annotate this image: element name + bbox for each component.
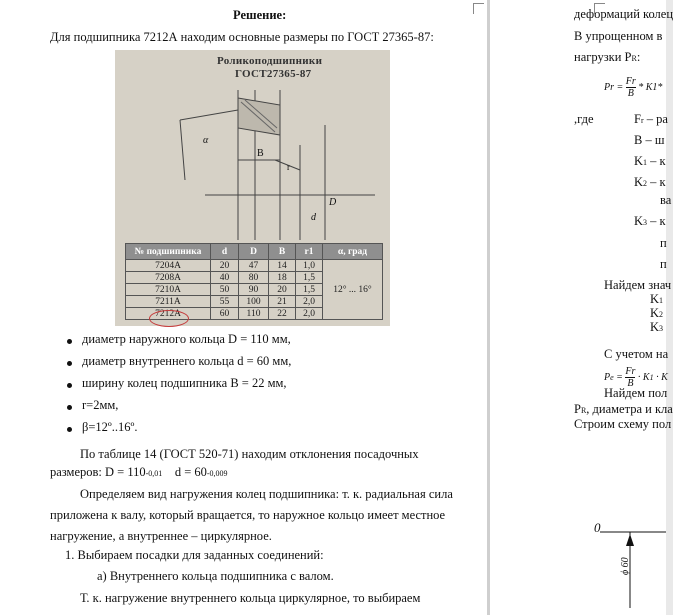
label-b: B xyxy=(257,148,264,159)
document-page-right xyxy=(490,0,673,615)
load-sub: R xyxy=(631,54,637,63)
def-sub: 3 xyxy=(643,218,648,227)
tolerance-scheme xyxy=(490,0,669,615)
table-cell: 110 xyxy=(239,308,269,320)
paragraph-line xyxy=(50,465,228,481)
list-item: 1. Выбираем посадки для заданных соединений: xyxy=(65,548,324,562)
def-symbol: K xyxy=(634,175,644,189)
def-symbol: F xyxy=(634,112,641,126)
photo-title-2: ГОСТ27365-87 xyxy=(235,68,312,80)
coef-sub: 3 xyxy=(659,324,664,333)
table-cell: 1,0 xyxy=(296,260,323,272)
def-sub: r xyxy=(640,116,644,125)
def-text: – к xyxy=(647,175,666,189)
table-header: r1 xyxy=(296,244,323,260)
def-text: – к xyxy=(647,214,666,228)
bullet-item: диаметр внутреннего кольца d = 60 мм, xyxy=(82,354,292,368)
def-symbol: K xyxy=(634,214,644,228)
bearing-drawing xyxy=(115,50,390,240)
tolerance-d-big: размеров: D = 110 xyxy=(50,465,146,479)
bearing-table xyxy=(125,243,383,320)
table-row xyxy=(126,260,383,272)
table-cell: 90 xyxy=(239,284,269,296)
text-line: В упрощенном в xyxy=(574,29,663,43)
table-cell: 100 xyxy=(239,296,269,308)
paragraph-line: Т. к. нагружение внутреннего кольца циркулярное, то выбираем xyxy=(80,591,421,605)
table-cell: 7212А xyxy=(126,308,211,320)
label-d-small: d xyxy=(311,212,316,223)
definition-cont: п xyxy=(660,257,667,271)
table-cell: 7210А xyxy=(126,284,211,296)
coef-symbol: K xyxy=(650,292,660,306)
coef-sub: 1 xyxy=(659,296,664,305)
pr-sub: R xyxy=(580,406,587,415)
table-cell: 50 xyxy=(211,284,239,296)
diameter-label: ϕ 60 xyxy=(620,557,631,575)
table-cell: 22 xyxy=(269,308,296,320)
table-cell: 1,5 xyxy=(296,272,323,284)
corner-mark-icon xyxy=(473,3,484,14)
table-cell: 47 xyxy=(239,260,269,272)
def-text: – к xyxy=(647,154,666,168)
table-cell: 2,0 xyxy=(296,296,323,308)
zero-line-label: 0 xyxy=(594,520,601,535)
fraction-den: B xyxy=(627,378,634,389)
pr-symbol: P xyxy=(574,402,581,416)
highlight-oval xyxy=(149,310,189,327)
text-line: Строим схему пол xyxy=(574,417,672,431)
load-colon: : xyxy=(636,50,641,64)
coef-symbol: K xyxy=(650,320,660,334)
table-header: D xyxy=(239,244,269,260)
table-cell: 2,0 xyxy=(296,308,323,320)
formula-pe-tail: · K xyxy=(637,371,650,383)
where-label: ,где xyxy=(574,112,594,126)
fraction-num: Fr xyxy=(625,366,636,377)
label-d-big: D xyxy=(329,197,337,208)
def-sub: 1 xyxy=(643,158,648,167)
definition: В – ш xyxy=(634,133,665,147)
fraction-den: B xyxy=(627,88,634,99)
table-header-row xyxy=(126,244,383,260)
table-cell: 55 xyxy=(211,296,239,308)
table-cell: 21 xyxy=(269,296,296,308)
load-label: нагрузки P xyxy=(574,50,632,64)
table-cell: 60 xyxy=(211,308,239,320)
def-symbol: K xyxy=(634,154,644,168)
bullet-icon xyxy=(67,405,72,410)
bearing-photo xyxy=(115,50,390,326)
table-header: α, град xyxy=(323,244,383,260)
text-line: деформаций колец xyxy=(574,7,673,21)
intro-text: Для подшипника 7212А находим основные размеры по ГОСТ 27365-87: xyxy=(50,30,434,44)
coef-sub: 2 xyxy=(659,310,664,319)
table-cell: 40 xyxy=(211,272,239,284)
corner-mark-icon xyxy=(594,3,605,14)
bullet-icon xyxy=(67,339,72,344)
formula-pe-tail2: · K xyxy=(653,371,668,383)
table-cell: 1,5 xyxy=(296,284,323,296)
definition-cont: ва xyxy=(660,193,672,207)
label-alpha: α xyxy=(203,135,209,146)
def-sub: 2 xyxy=(643,179,648,188)
table-cell: 20 xyxy=(211,260,239,272)
formula-pr-tail: * K1* xyxy=(638,81,663,93)
table-cell: 14 xyxy=(269,260,296,272)
text-line: Найдем пол xyxy=(604,386,668,400)
table-cell: 7208А xyxy=(126,272,211,284)
bullet-icon xyxy=(67,383,72,388)
paragraph-line: Определяем вид нагружения колец подшипника: т. к. радиальная сила xyxy=(80,487,453,501)
formula-pe-sub: e xyxy=(610,372,614,382)
formula-pe-p: P xyxy=(604,371,611,383)
formula-pr-lhs: Pr = xyxy=(604,81,626,93)
text-line: С учетом на xyxy=(604,347,669,361)
formula-pe-tail-sub: 1 xyxy=(649,372,654,382)
label-r: r xyxy=(287,162,290,172)
bullet-item: β=12º..16º. xyxy=(82,420,138,434)
bullet-icon xyxy=(67,361,72,366)
bullet-item: диаметр наружного кольца D = 110 мм, xyxy=(82,332,291,346)
fraction-num: Fr xyxy=(625,76,636,87)
paragraph-line: нагружение, а внутреннее – циркулярное. xyxy=(50,529,272,543)
bullet-item: ширину колец подшипника В = 22 мм, xyxy=(82,376,287,390)
list-item: а) Внутреннего кольца подшипника с валом. xyxy=(97,569,334,583)
table-cell: 20 xyxy=(269,284,296,296)
table-angle-cell: 12° ... 16° xyxy=(323,260,383,320)
coef-symbol: K xyxy=(650,306,660,320)
photo-title-1: Роликоподшипники xyxy=(217,55,323,67)
table-header: d xyxy=(211,244,239,260)
table-cell: 7204А xyxy=(126,260,211,272)
heading: Решение: xyxy=(233,8,287,22)
tolerance-d-small-sub: -0,009 xyxy=(206,469,228,478)
text-line: Найдем знач xyxy=(604,278,672,292)
definition-cont: п xyxy=(660,236,667,250)
tolerance-d-small: d = 60 xyxy=(174,465,207,479)
table-header: B xyxy=(269,244,296,260)
table-cell: 7211А xyxy=(126,296,211,308)
bullet-item: r=2мм, xyxy=(82,398,119,412)
table-header: № подшипника xyxy=(126,244,211,260)
bullet-icon xyxy=(67,427,72,432)
paragraph-line: По таблице 14 (ГОСТ 520-71) находим отклонения посадочных xyxy=(80,447,419,461)
formula-pe-eq: = xyxy=(613,371,626,383)
table-cell: 80 xyxy=(239,272,269,284)
paragraph-line: приложена к валу, который вращается, то наружное кольцо имеет местное xyxy=(50,508,446,522)
table-cell: 18 xyxy=(269,272,296,284)
pr-text: , диаметра и кла xyxy=(586,402,673,416)
tolerance-d-big-sub: -0,01 xyxy=(145,469,163,478)
def-text: – ра xyxy=(643,112,668,126)
